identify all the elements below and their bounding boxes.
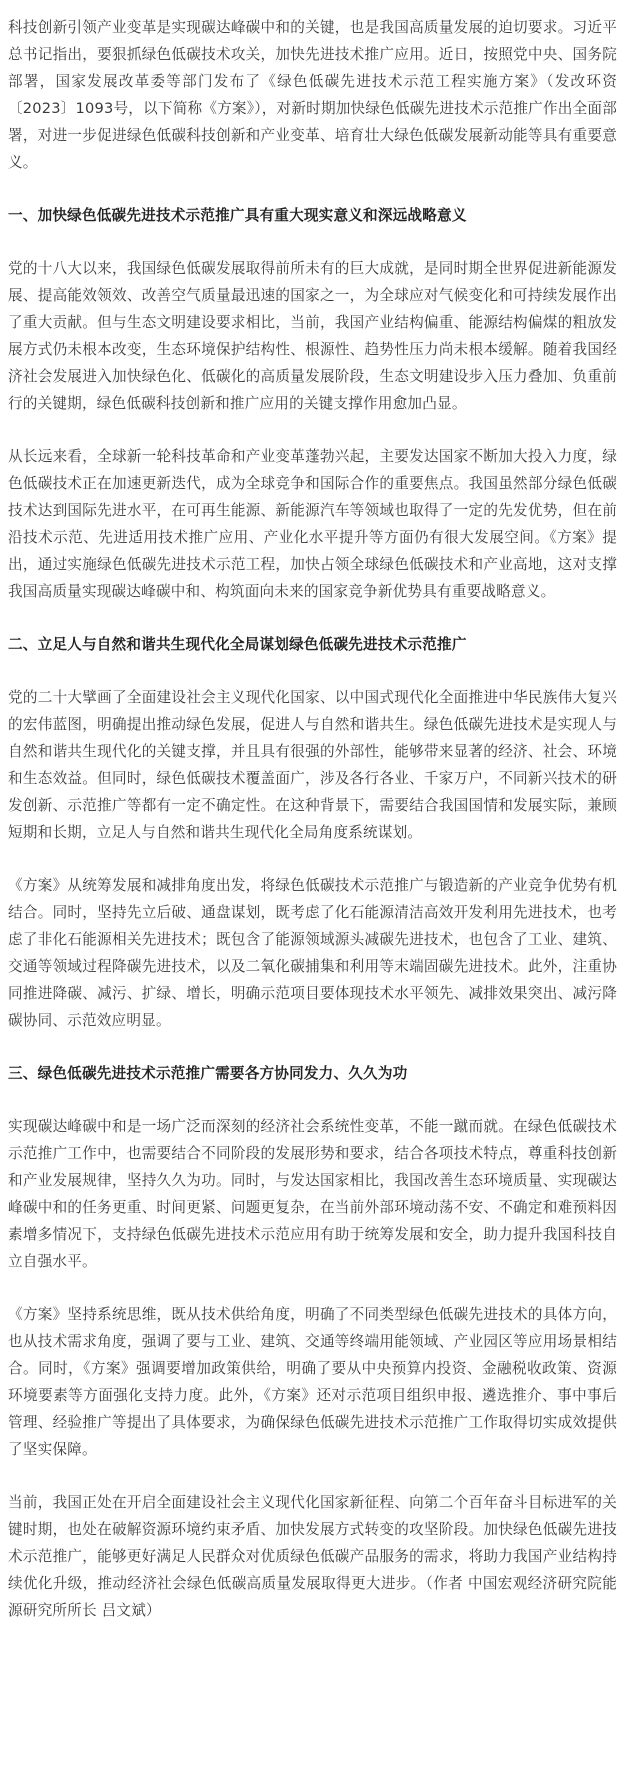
section-1-paragraph-1: 党的十八大以来，我国绿色低碳发展取得前所未有的巨大成就，是同时期全世界促进新能源发展、提高能效领效、改善空气质量最迅速的国家之一，为全球应对气候变化和可持续发展作出了重大贡献。但与生态文明建设要求相比，当前，我国产业结构偏重、能源结构偏煤的粗放发展方式仍未根本改变，生态环境保护结构性、根源性、趋势性压力尚未根本缓解。随着我国经济社会发展进入加快绿色化、低碳化的高质量发展阶段，生态文明建设步入压力叠加、负重前行的关键期，绿色低碳科技创新和推广应用的关键支撑作用愈加凸显。 [8,260,617,412]
section-3-paragraph-3: 当前，我国正处在开启全面建设社会主义现代化国家新征程、向第二个百年奋斗目标进军的关键时期，也处在破解资源环境约束矛盾、加快发展方式转变的攻坚阶段。加快绿色低碳先进技术示范推广，能够更好满足人民群众对优质绿色低碳产品服务的需求，将助力我国产业结构持续优化升级，推动经济社会绿色低碳高质量发展取得更大进步。（作者 中国宏观经济研究院能源研究所所长 吕文斌） [8,1494,617,1619]
section-2-paragraph-1: 党的二十大擘画了全面建设社会主义现代化国家、以中国式现代化全面推进中华民族伟大复兴的宏伟蓝图，明确提出推动绿色发展，促进人与自然和谐共生。绿色低碳先进技术是实现人与自然和谐共生现代化的关键支撑，并且具有很强的外部性，能够带来显著的经济、社会、环境和生态效益。但同时，绿色低碳技术覆盖面广，涉及各行各业、千家万户，不同新兴技术的研发创新、示范推广等都有一定不确定性。在这种背景下，需要结合我国国情和发展实际，兼顾短期和长期，立足人与自然和谐共生现代化全局角度系统谋划。 [8,689,617,841]
section-1-heading: 一、加快绿色低碳先进技术示范推广具有重大现实意义和深远战略意义 [8,207,467,224]
section-3-paragraph-2: 《方案》坚持系统思维，既从技术供给角度，明确了不同类型绿色低碳先进技术的具体方向，也从技术需求角度，强调了要与工业、建筑、交通等终端用能领域、产业园区等应用场景相结合。同时，《方案》强调要增加政策供给，明确了要从中央预算内投资、金融税收政策、资源环境要素等方面强化支持力度。此外，《方案》还对示范项目组织申报、遴选推介、事中事后管理、经验推广等提出了具体要求，为确保绿色低碳先进技术示范推广工作取得切实成效提供了坚实保障。 [8,1306,617,1458]
section-1-paragraph-2: 从长远来看，全球新一轮科技革命和产业变革蓬勃兴起，主要发达国家不断加大投入力度，绿色低碳技术正在加速更新迭代，成为全球竞争和国际合作的重要焦点。我国虽然部分绿色低碳技术达到国际先进水平，在可再生能源、新能源汽车等领域也取得了一定的先发优势，但在前沿技术示范、先进适用技术推广应用、产业化水平提升等方面仍有很大发展空间。《方案》提出，通过实施绿色低碳先进技术示范工程，加快占领全球绿色低碳技术和产业高地，这对支撑我国高质量实现碳达峰碳中和、构筑面向未来的国家竞争新优势具有重要战略意义。 [8,448,617,600]
section-2-paragraph-2: 《方案》从统筹发展和减排角度出发，将绿色低碳技术示范推广与锻造新的产业竞争优势有机结合。同时，坚持先立后破、通盘谋划，既考虑了化石能源清洁高效开发利用先进技术，也考虑了非化石能源相关先进技术；既包含了能源领域源头减碳先进技术，也包含了工业、建筑、交通等领域过程降碳先进技术，以及二氧化碳捕集和利用等末端固碳先进技术。此外，注重协同推进降碳、减污、扩绿、增长，明确示范项目要体现技术水平领先、减排效果突出、减污降碳协同、示范效应明显。 [8,877,617,1029]
intro-paragraph: 科技创新引领产业变革是实现碳达峰碳中和的关键，也是我国高质量发展的迫切要求。习近平总书记指出，要狠抓绿色低碳技术攻关，加快先进技术推广应用。近日，按照党中央、国务院部署，国家发展改革委等部门发布了《绿色低碳先进技术示范工程实施方案》（发改环资〔2023〕1093号，以下简称《方案》），对新时期加快绿色低碳先进技术示范推广作出全面部署，对进一步促进绿色低碳科技创新和产业变革、培育壮大绿色低碳发展新动能等具有重要意义。 [8,19,617,171]
section-2-heading: 二、立足人与自然和谐共生现代化全局谋划绿色低碳先进技术示范推广 [8,636,467,653]
section-3-heading: 三、绿色低碳先进技术示范推广需要各方协同发力、久久为功 [8,1065,408,1082]
section-3-paragraph-1: 实现碳达峰碳中和是一场广泛而深刻的经济社会系统性变革，不能一蹴而就。在绿色低碳技术示范推广工作中，也需要结合不同阶段的发展形势和要求，结合各项技术特点，尊重科技创新和产业发展规律，坚持久久为功。同时，与发达国家相比，我国改善生态环境质量、实现碳达峰碳中和的任务更重、时间更紧、问题更复杂，在当前外部环境动荡不安、不确定和难预料因素增多情况下，支持绿色低碳先进技术示范应用有助于统筹发展和安全，助力提升我国科技自立自强水平。 [8,1118,617,1270]
